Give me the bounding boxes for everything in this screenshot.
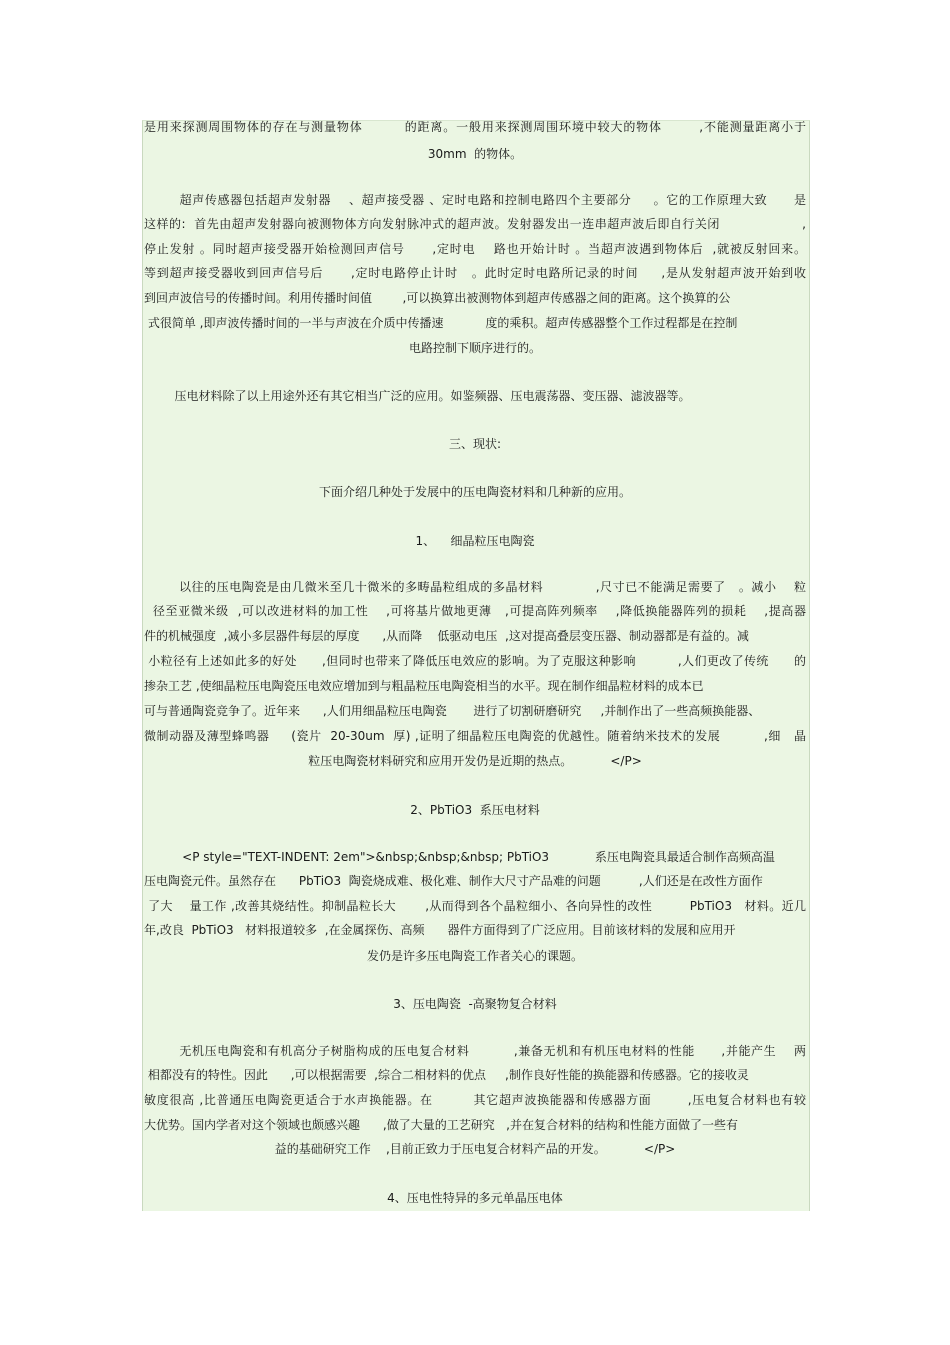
text-line: 式很简单 ,即声波传播时间的一半与声波在介质中传播速 度的乘积。超声传感器整个工作过程都是在控制: [144, 316, 738, 330]
text-line: 微制动器及薄型蜂鸣器 (瓷片 20-30um 厚) ,证明了细晶粒压电陶瓷的优越性。随着纳米技术的发展 ,细 晶: [144, 729, 806, 743]
text-line: 发仍是许多压电陶瓷工作者关心的课题。: [366, 949, 583, 963]
text-line: 以往的压电陶瓷是由几微米至几十微米的多畴晶粒组成的多晶材料 ,尺寸已不能满足需要了 。减小 粒: [144, 580, 806, 594]
text-line: 了大 量工作 ,改善其烧结性。抑制晶粒长大 ,从而得到各个晶粒细小、各向异性的改性 PbTiO3 材料。近几: [144, 899, 806, 913]
text-line: 3、压电陶瓷 -高聚物复合材料: [393, 997, 557, 1011]
text-line: 4、压电性特异的多元单晶压电体: [387, 1191, 563, 1205]
text-line: 粒压电陶瓷材料研究和应用开发仍是近期的热点。 </P>: [308, 754, 642, 768]
text-line: 30mm 的物体。: [427, 147, 523, 161]
text-line: 大优势。国内学者对这个领域也颇感兴趣 ,做了大量的工艺研究 ,并在复合材料的结构和性能方面做了一些有: [144, 1118, 738, 1132]
text-line: 等到超声接受器收到回声信号后 ,定时电路停止计时 。此时定时电路所记录的时间 ,是从发射超声波开始到收: [144, 266, 806, 280]
text-line: 这样的: 首先由超声发射器向被测物体方向发射脉冲式的超声波。发射器发出一连串超声波后即自行关闭 ,: [144, 217, 806, 231]
text-line: 小粒径有上述如此多的好处 ,但同时也带来了降低压电效应的影响。为了克服这种影响 ,人们更改了传统 的: [144, 654, 806, 668]
text-line: 超声传感器包括超声发射器 、超声接受器 、定时电路和控制电路四个主要部分 。它的工作原理大致 是: [144, 193, 806, 207]
text-line: 是用来探测周围物体的存在与测量物体 的距离。一般用来探测周围环境中较大的物体 ,不能测量距离小于: [144, 120, 806, 134]
text-line: 下面介绍几种处于发展中的压电陶瓷材料和几种新的应用。: [318, 485, 631, 499]
text-line: 1、 细晶粒压电陶瓷: [415, 534, 535, 548]
text-line: 年,改良 PbTiO3 材料报道较多 ,在金属探伤、高频 器件方面得到了广泛应用。目前该材料的发展和应用开: [144, 923, 736, 937]
text-line: 电路控制下顺序进行的。: [408, 341, 541, 355]
text-line: 2、PbTiO3 系压电材料: [410, 803, 540, 817]
text-line: 无机压电陶瓷和有机高分子树脂构成的压电复合材料 ,兼备无机和有机压电材料的性能 ,并能产生 两: [144, 1044, 806, 1058]
text-line: 敏度很高 ,比普通压电陶瓷更适合于水声换能器。在 其它超声波换能器和传感器方面 ,压电复合材料也有较: [144, 1093, 806, 1107]
text-line: 掺杂工艺 ,使细晶粒压电陶瓷压电效应增加到与粗晶粒压电陶瓷相当的水平。现在制作细晶粒材料的成本已: [144, 679, 704, 693]
text-line: 益的基础研究工作 ,目前正致力于压电复合材料产品的开发。 </P>: [274, 1142, 676, 1156]
text-line: 三、现状:: [448, 437, 502, 451]
text-line: 压电陶瓷元件。虽然存在 PbTiO3 陶瓷烧成难、极化难、制作大尺寸产品难的问题 ,人们还是在改性方面作: [144, 874, 763, 888]
text-line: 相都没有的特性。因此 ,可以根据需要 ,综合二相材料的优点 ,制作良好性能的换能器和传感器。它的接收灵: [144, 1068, 749, 1082]
text-line: 到回声波信号的传播时间。利用传播时间值 ,可以换算出被测物体到超声传感器之间的距离。这个换算的公: [144, 291, 731, 305]
text-line: <P style="TEXT-INDENT: 2em">&nbsp;&nbsp;&nbsp; PbTiO3 系压电陶瓷具最适合制作高频高温: [144, 850, 775, 864]
text-line: 径至亚微米级 ,可以改进材料的加工性 ,可将基片做地更薄 ,可提高阵列频率 ,降低换能器阵列的损耗 ,提高器: [144, 604, 806, 618]
text-line: 停止发射 。同时超声接受器开始检测回声信号 ,定时电 路也开始计时 。当超声波遇到物体后 ,就被反射回来。: [144, 242, 806, 256]
text-line: 可与普通陶瓷竞争了。近年来 ,人们用细晶粒压电陶瓷 进行了切割研磨研究 ,并制作出了一些高频换能器、: [144, 704, 761, 718]
text-line: 件的机械强度 ,减小多层器件每层的厚度 ,从而降 低驱动电压 ,这对提高叠层变压器、制动器都是有益的。减: [144, 629, 749, 643]
text-line: 压电材料除了以上用途外还有其它相当广泛的应用。如鉴频器、压电震荡器、变压器、滤波器等。: [144, 389, 691, 403]
